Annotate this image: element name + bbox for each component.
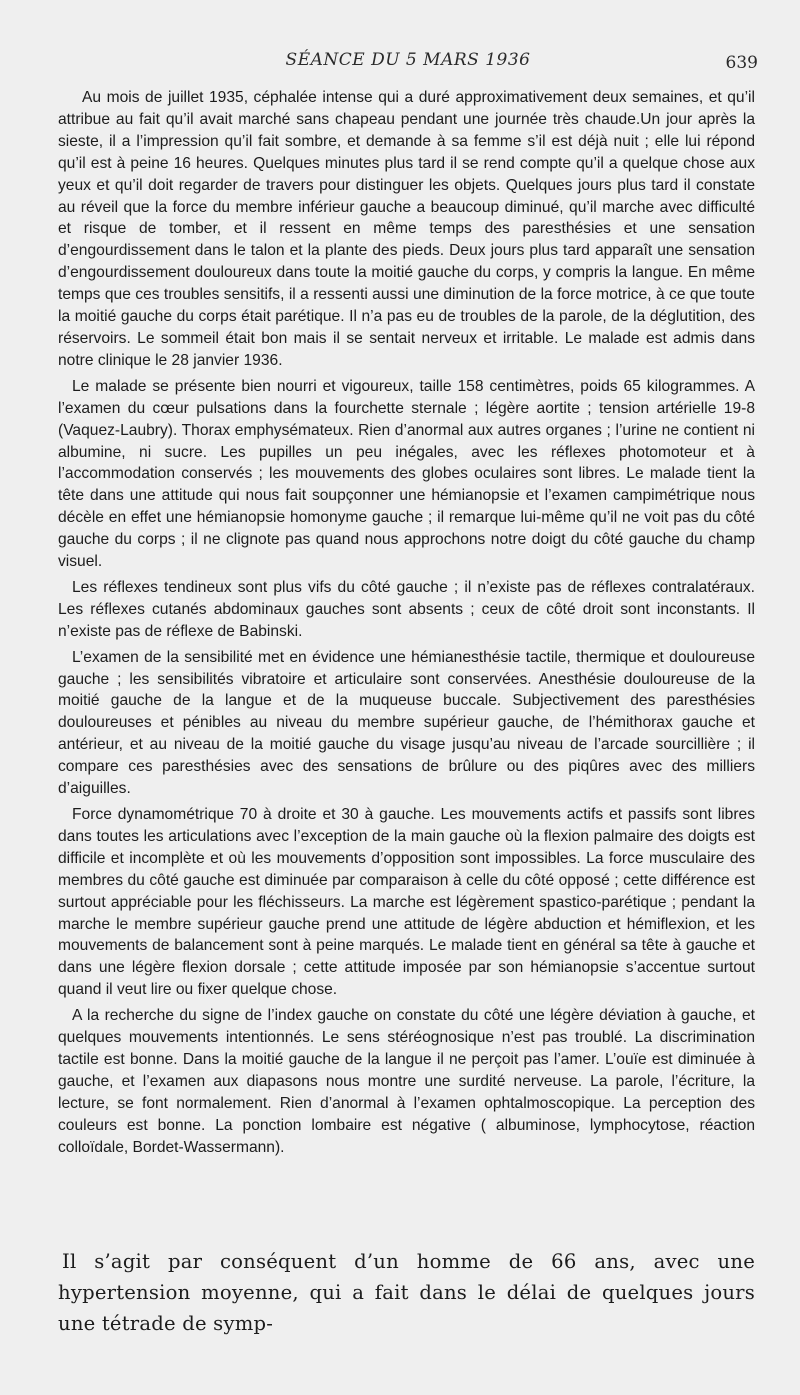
page-number: 639 xyxy=(725,53,758,73)
paragraph-motor-function: Force dynamométrique 70 à droite et 30 à gauche. Les mouvements actifs et passifs sont libres dans toutes les articulations avec l’exception de la main gauche où la flexion palmaire des doigts est difficile et incomplète et où les mouvements d’opposition sont impossibles. La force musculaire des membres du côté gauche est diminuée par comparaison à celle du côté opposé ; cette différence est surtout appréciable pour les fléchisseurs. La marche est légèrement spastico-parétique ; pendant la marche le membre supérieur gauche prend une attitude de légère abduction et hémiflexion, et les mouvements de balancement sont à peine marqués. Le malade tient en général sa tête à gauche et dans une légère flexion dorsale ; cette attitude imposée par son hémianopsie s’accentue surtout quand il veut lire ou fixer quelque chose. xyxy=(58,806,755,999)
paragraph-reflexes: Les réflexes tendineux sont plus vifs du côté gauche ; il n’existe pas de réflexes contralatéraux. Les réflexes cutanés abdominaux gauches sont absents ; ceux de côté droit sont inconstants. Il n’existe pas de réflexe de Babinski. xyxy=(58,578,755,640)
running-head: SÉANCE DU 5 MARS 1936 xyxy=(285,50,531,70)
paragraph-history: Au mois de juillet 1935, céphalée intense qui a duré approximativement deux semaines, et qu’il attribue au fait qu’il avait marché sans chapeau pendant une journée très chaude.Un jour après la sieste, il a l’impression qu’il fait sombre, et demande à sa femme s’il est déjà nuit ; elle lui répond qu’il est à peine 16 heures. Quelques minutes plus tard il se rend compte qu’il a quelque chose aux yeux et qu’il doit regarder de travers pour distinguer les objets. Quelques jours plus tard il constate au réveil que la force du membre inférieur gauche a beaucoup diminué, qu’il marche avec difficulté et risque de tomber, et il ressent en même temps des paresthésies et une sensation d’engourdissement dans le talon et la plante des pieds. Deux jours plus tard apparaît une sensation d’engourdissement douloureux dans toute la moitié gauche du corps, y compris la langue. En même temps que ces troubles sensitifs, il a ressenti aussi une diminution de la force motrice, à ce que toute la moitié gauche du corps était parétique. Il n’a pas eu de troubles de la parole, de la déglutition, des réservoirs. Le sommeil était bon mais il se sentait nerveux et irritable. Le malade est admis dans notre clinique le 28 janvier 1936. xyxy=(58,89,755,369)
paragraph-general-exam: Le malade se présente bien nourri et vigoureux, taille 158 centimètres, poids 65 kilogrammes. A l’examen du cœur pulsations dans la fourchette sternale ; légère aortite ; tension artérielle 19-8 (Vaquez-Laubry). Thorax emphysémateux. Rien d’anormal aux autres organes ; l’urine ne contient ni albumine, ni sucre. Les pupilles un peu inégales, avec les réflexes photomoteur et à l’accommodation conservés ; les mouvements des globes oculaires sont libres. Le malade tient la tête dans une attitude qui nous fait soupçonner une hémianopsie et l’examen campimétrique nous décèle en effet une hémianopsie homonyme gauche ; il remarque lui-même qu’il ne voit pas du côté gauche du corps ; il ne clignote pas quand nous approchons notre doigt du côté gauche du champ visuel. xyxy=(58,377,755,571)
paragraph-other-findings: A la recherche du signe de l’index gauche on constate du côté une légère déviation à gauche, et quelques mouvements intentionnés. Le sens stéréognosique n’est pas troublé. La discrimination tactile est bonne. Dans la moitié gauche de la langue il ne perçoit pas l’amer. L’ouïe est diminuée à gauche, et l’examen aux diapasons nous montre une surdité nerveuse. La parole, l’écriture, la lecture, se font normalement. Rien d’anormal à l’examen ophtalmoscopique. La perception des couleurs est bonne. La ponction lombaire est négative ( albuminose, lymphocytose, réaction colloïdale, Bordet-Wassermann). xyxy=(58,1007,755,1156)
paragraph-sensibility: L’examen de la sensibilité met en évidence une hémianesthésie tactile, thermique et douloureuse gauche ; les sensibilités vibratoire et articulaire sont conservées. Anesthésie douloureuse de la moitié gauche de la langue et de la muqueuse buccale. Subjectivement des paresthésies douloureuses et pénibles au niveau du membre supérieur gauche, de l’hémithorax gauche et antérieur, et au niveau de la moitié gauche du visage jusqu’au niveau de l’arcade sourcillière ; il compare ces paresthésies avec des sensations de brûlure ou des piqûres avec des milliers d’aiguilles. xyxy=(58,648,755,798)
body-text xyxy=(58,87,755,1163)
closing-statement: Il s’agit par conséquent d’un homme de 66 ans, avec une hypertension moyenne, qui a fait dans le délai de quelques jours une tétrade de symp- xyxy=(58,1250,755,1335)
page-header xyxy=(58,50,758,76)
